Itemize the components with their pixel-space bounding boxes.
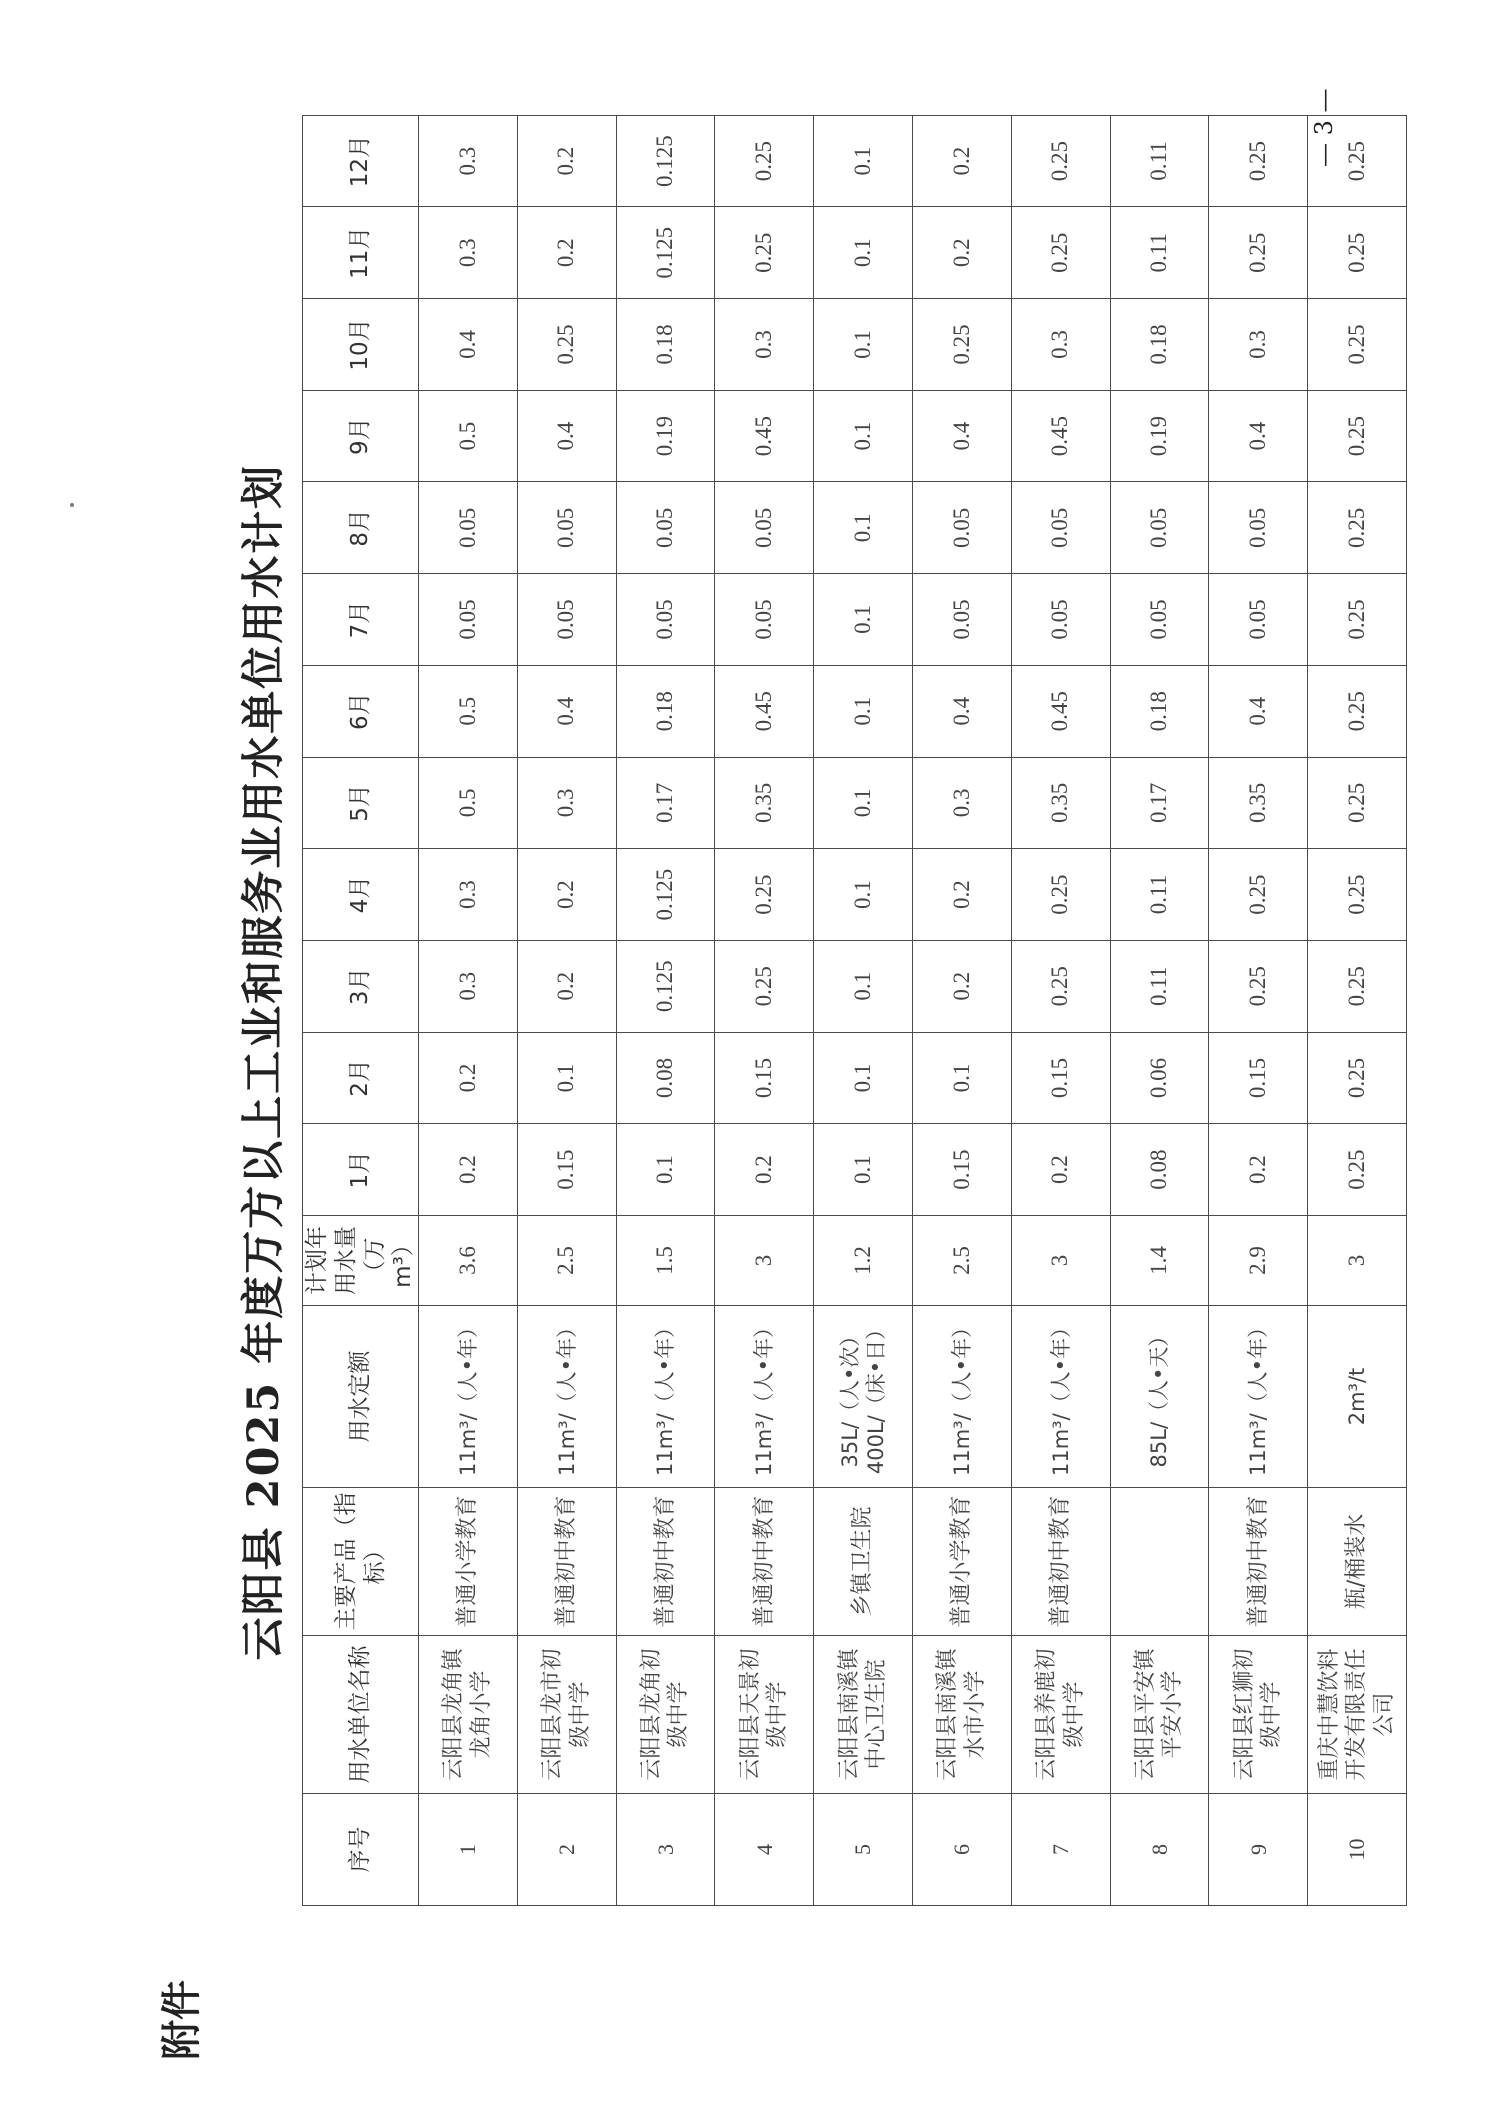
month-value-cell: 0.25 bbox=[1308, 849, 1407, 941]
header-month: 3月 bbox=[303, 940, 419, 1032]
row-seq: 2 bbox=[517, 1794, 616, 1906]
month-value-cell: 0.4 bbox=[517, 665, 616, 757]
month-value-cell: 0.11 bbox=[1110, 115, 1209, 207]
row-seq: 4 bbox=[715, 1794, 814, 1906]
header-month: 11月 bbox=[303, 207, 419, 299]
month-value-cell: 0.3 bbox=[517, 757, 616, 849]
month-value-cell: 0.1 bbox=[814, 757, 913, 849]
month-value-cell: 0.3 bbox=[1011, 299, 1110, 391]
unit-name-cell: 云阳县养鹿初级中学 bbox=[1011, 1636, 1110, 1794]
month-value-cell: 0.17 bbox=[616, 757, 715, 849]
month-value-cell: 0.18 bbox=[616, 299, 715, 391]
month-value-cell: 0.25 bbox=[1308, 757, 1407, 849]
month-value-cell: 0.05 bbox=[1011, 482, 1110, 574]
month-value-cell: 0.05 bbox=[715, 574, 814, 666]
header-month: 7月 bbox=[303, 574, 419, 666]
table-row bbox=[1308, 115, 1407, 1905]
main-product-cell: 普通小学教育 bbox=[419, 1488, 518, 1636]
annual-plan-cell: 2.5 bbox=[912, 1216, 1011, 1306]
month-value-cell: 0.15 bbox=[912, 1124, 1011, 1216]
month-value-cell: 0.25 bbox=[715, 207, 814, 299]
month-value-cell: 0.1 bbox=[814, 1124, 913, 1216]
month-value-cell: 0.15 bbox=[517, 1124, 616, 1216]
month-value-cell: 0.1 bbox=[814, 665, 913, 757]
main-product-cell: 普通初中教育 bbox=[517, 1488, 616, 1636]
month-value-cell: 0.4 bbox=[517, 390, 616, 482]
month-value-cell: 0.125 bbox=[616, 115, 715, 207]
month-value-cell: 0.25 bbox=[1308, 665, 1407, 757]
header-quota: 用水定额 bbox=[303, 1306, 419, 1488]
main-product-cell: 普通初中教育 bbox=[616, 1488, 715, 1636]
month-value-cell: 0.19 bbox=[1110, 390, 1209, 482]
table-body bbox=[419, 115, 1407, 1905]
month-value-cell: 0.3 bbox=[419, 207, 518, 299]
month-value-cell: 0.1 bbox=[814, 207, 913, 299]
unit-name-cell: 重庆中慧饮料开发有限责任公司 bbox=[1308, 1636, 1407, 1794]
unit-name-cell: 云阳县平安镇平安小学 bbox=[1110, 1636, 1209, 1794]
table-row bbox=[912, 115, 1011, 1905]
header-month: 6月 bbox=[303, 665, 419, 757]
table-row bbox=[715, 115, 814, 1905]
month-value-cell: 0.125 bbox=[616, 849, 715, 941]
month-value-cell: 0.25 bbox=[1308, 482, 1407, 574]
month-value-cell: 0.1 bbox=[814, 940, 913, 1032]
month-value-cell: 0.1 bbox=[814, 390, 913, 482]
unit-name-cell: 云阳县龙角初级中学 bbox=[616, 1636, 715, 1794]
month-value-cell: 0.2 bbox=[517, 115, 616, 207]
month-value-cell: 0.25 bbox=[1209, 115, 1308, 207]
row-seq: 6 bbox=[912, 1794, 1011, 1906]
month-value-cell: 0.2 bbox=[912, 849, 1011, 941]
table-row bbox=[1110, 115, 1209, 1905]
quota-cell: 11m³/（人•年） bbox=[517, 1306, 616, 1488]
month-value-cell: 0.08 bbox=[616, 1032, 715, 1124]
quota-cell: 11m³/（人•年） bbox=[419, 1306, 518, 1488]
month-value-cell: 0.45 bbox=[715, 665, 814, 757]
water-plan-table bbox=[302, 115, 1407, 1906]
quota-cell: 11m³/（人•年） bbox=[912, 1306, 1011, 1488]
annual-plan-cell: 1.4 bbox=[1110, 1216, 1209, 1306]
month-value-cell: 0.25 bbox=[1308, 207, 1407, 299]
annual-plan-cell: 3.6 bbox=[419, 1216, 518, 1306]
header-month: 9月 bbox=[303, 390, 419, 482]
month-value-cell: 0.2 bbox=[1011, 1124, 1110, 1216]
scan-speck bbox=[70, 503, 74, 507]
header-month: 1月 bbox=[303, 1124, 419, 1216]
header-unit-name: 用水单位名称 bbox=[303, 1636, 419, 1794]
month-value-cell: 0.08 bbox=[1110, 1124, 1209, 1216]
unit-name-cell: 云阳县南溪镇水市小学 bbox=[912, 1636, 1011, 1794]
month-value-cell: 0.2 bbox=[1209, 1124, 1308, 1216]
month-value-cell: 0.15 bbox=[1011, 1032, 1110, 1124]
unit-name-cell: 云阳县龙角镇龙角小学 bbox=[419, 1636, 518, 1794]
month-value-cell: 0.05 bbox=[912, 482, 1011, 574]
month-value-cell: 0.2 bbox=[517, 207, 616, 299]
month-value-cell: 0.2 bbox=[715, 1124, 814, 1216]
month-value-cell: 0.25 bbox=[912, 299, 1011, 391]
annual-plan-cell: 1.5 bbox=[616, 1216, 715, 1306]
month-value-cell: 0.25 bbox=[1011, 849, 1110, 941]
month-value-cell: 0.1 bbox=[814, 574, 913, 666]
month-value-cell: 0.25 bbox=[1308, 940, 1407, 1032]
unit-name-cell: 云阳县南溪镇中心卫生院 bbox=[814, 1636, 913, 1794]
month-value-cell: 0.25 bbox=[1308, 299, 1407, 391]
month-value-cell: 0.35 bbox=[715, 757, 814, 849]
month-value-cell: 0.17 bbox=[1110, 757, 1209, 849]
month-value-cell: 0.05 bbox=[715, 482, 814, 574]
month-value-cell: 0.5 bbox=[419, 390, 518, 482]
month-value-cell: 0.1 bbox=[517, 1032, 616, 1124]
month-value-cell: 0.25 bbox=[1308, 390, 1407, 482]
quota-cell: 11m³/（人•年） bbox=[1209, 1306, 1308, 1488]
month-value-cell: 0.25 bbox=[1308, 1124, 1407, 1216]
month-value-cell: 0.05 bbox=[1110, 574, 1209, 666]
month-value-cell: 0.05 bbox=[616, 482, 715, 574]
month-value-cell: 0.1 bbox=[814, 115, 913, 207]
quota-cell: 85L/（人•天） bbox=[1110, 1306, 1209, 1488]
header-month: 12月 bbox=[303, 115, 419, 207]
month-value-cell: 0.2 bbox=[912, 207, 1011, 299]
month-value-cell: 0.1 bbox=[912, 1032, 1011, 1124]
header-month: 8月 bbox=[303, 482, 419, 574]
quota-cell: 11m³/（人•年） bbox=[1011, 1306, 1110, 1488]
attachment-label: 附件 bbox=[159, 1980, 205, 2060]
table-row bbox=[517, 115, 616, 1905]
month-value-cell: 0.1 bbox=[814, 849, 913, 941]
row-seq: 3 bbox=[616, 1794, 715, 1906]
header-month: 4月 bbox=[303, 849, 419, 941]
row-seq: 8 bbox=[1110, 1794, 1209, 1906]
month-value-cell: 0.05 bbox=[1209, 482, 1308, 574]
month-value-cell: 0.1 bbox=[616, 1124, 715, 1216]
month-value-cell: 0.25 bbox=[1209, 207, 1308, 299]
table-header-row bbox=[303, 115, 419, 1905]
month-value-cell: 0.25 bbox=[1209, 849, 1308, 941]
month-value-cell: 0.2 bbox=[517, 849, 616, 941]
main-product-cell: 普通小学教育 bbox=[912, 1488, 1011, 1636]
month-value-cell: 0.25 bbox=[517, 299, 616, 391]
month-value-cell: 0.06 bbox=[1110, 1032, 1209, 1124]
month-value-cell: 0.25 bbox=[1011, 207, 1110, 299]
month-value-cell: 0.05 bbox=[517, 482, 616, 574]
month-value-cell: 0.05 bbox=[419, 482, 518, 574]
month-value-cell: 0.3 bbox=[419, 115, 518, 207]
unit-name-cell: 云阳县红狮初级中学 bbox=[1209, 1636, 1308, 1794]
month-value-cell: 0.25 bbox=[715, 849, 814, 941]
month-value-cell: 0.1 bbox=[814, 1032, 913, 1124]
month-value-cell: 0.25 bbox=[1209, 940, 1308, 1032]
month-value-cell: 0.18 bbox=[1110, 299, 1209, 391]
month-value-cell: 0.3 bbox=[715, 299, 814, 391]
header-main-product: 主要产品（指标） bbox=[303, 1488, 419, 1636]
page-number: — 3 — bbox=[1310, 88, 1338, 167]
month-value-cell: 0.45 bbox=[1011, 390, 1110, 482]
month-value-cell: 0.4 bbox=[1209, 665, 1308, 757]
annual-plan-cell: 3 bbox=[1011, 1216, 1110, 1306]
month-value-cell: 0.05 bbox=[1209, 574, 1308, 666]
month-value-cell: 0.11 bbox=[1110, 940, 1209, 1032]
header-month: 10月 bbox=[303, 299, 419, 391]
document-title: 云阳县 2025 年度万方以上工业和服务业用水单位用水计划 bbox=[239, 463, 289, 1661]
row-seq: 5 bbox=[814, 1794, 913, 1906]
month-value-cell: 0.15 bbox=[1209, 1032, 1308, 1124]
month-value-cell: 0.15 bbox=[715, 1032, 814, 1124]
month-value-cell: 0.4 bbox=[912, 665, 1011, 757]
table-row bbox=[1209, 115, 1308, 1905]
month-value-cell: 0.125 bbox=[616, 207, 715, 299]
table-row bbox=[814, 115, 913, 1905]
month-value-cell: 0.19 bbox=[616, 390, 715, 482]
month-value-cell: 0.05 bbox=[419, 574, 518, 666]
row-seq: 1 bbox=[419, 1794, 518, 1906]
annual-plan-cell: 3 bbox=[1308, 1216, 1407, 1306]
month-value-cell: 0.3 bbox=[1209, 299, 1308, 391]
quota-cell: 35L/（人•次）400L/（床•日） bbox=[814, 1306, 913, 1488]
unit-name-cell: 云阳县天景初级中学 bbox=[715, 1636, 814, 1794]
main-product-cell: 普通初中教育 bbox=[715, 1488, 814, 1636]
row-seq: 10 bbox=[1308, 1794, 1407, 1906]
header-annual-plan: 计划年用水量（万m³） bbox=[303, 1216, 419, 1306]
month-value-cell: 0.2 bbox=[517, 940, 616, 1032]
annual-plan-cell: 2.5 bbox=[517, 1216, 616, 1306]
quota-cell: 2m³/t bbox=[1308, 1306, 1407, 1488]
month-value-cell: 0.05 bbox=[912, 574, 1011, 666]
quota-cell: 11m³/（人•年） bbox=[616, 1306, 715, 1488]
month-value-cell: 0.2 bbox=[419, 1124, 518, 1216]
quota-cell: 11m³/（人•年） bbox=[715, 1306, 814, 1488]
table-row bbox=[616, 115, 715, 1905]
month-value-cell: 0.25 bbox=[1308, 1032, 1407, 1124]
month-value-cell: 0.35 bbox=[1209, 757, 1308, 849]
month-value-cell: 0.25 bbox=[715, 940, 814, 1032]
month-value-cell: 0.125 bbox=[616, 940, 715, 1032]
month-value-cell: 0.05 bbox=[1110, 482, 1209, 574]
main-product-cell: 瓶/桶装水 bbox=[1308, 1488, 1407, 1636]
header-month: 2月 bbox=[303, 1032, 419, 1124]
month-value-cell: 0.11 bbox=[1110, 207, 1209, 299]
main-product-cell: 乡镇卫生院 bbox=[814, 1488, 913, 1636]
header-month: 5月 bbox=[303, 757, 419, 849]
annual-plan-cell: 2.9 bbox=[1209, 1216, 1308, 1306]
month-value-cell: 0.3 bbox=[419, 940, 518, 1032]
row-seq: 9 bbox=[1209, 1794, 1308, 1906]
month-value-cell: 0.45 bbox=[1011, 665, 1110, 757]
table-row bbox=[1011, 115, 1110, 1905]
month-value-cell: 0.1 bbox=[814, 299, 913, 391]
month-value-cell: 0.3 bbox=[912, 757, 1011, 849]
month-value-cell: 0.25 bbox=[715, 115, 814, 207]
month-value-cell: 0.18 bbox=[1110, 665, 1209, 757]
month-value-cell: 0.25 bbox=[1011, 940, 1110, 1032]
row-seq: 7 bbox=[1011, 1794, 1110, 1906]
month-value-cell: 0.25 bbox=[1308, 574, 1407, 666]
month-value-cell: 0.2 bbox=[912, 115, 1011, 207]
month-value-cell: 0.4 bbox=[1209, 390, 1308, 482]
month-value-cell: 0.35 bbox=[1011, 757, 1110, 849]
annual-plan-cell: 1.2 bbox=[814, 1216, 913, 1306]
month-value-cell: 0.05 bbox=[616, 574, 715, 666]
month-value-cell: 0.2 bbox=[419, 1032, 518, 1124]
month-value-cell: 0.18 bbox=[616, 665, 715, 757]
month-value-cell: 0.05 bbox=[517, 574, 616, 666]
month-value-cell: 0.11 bbox=[1110, 849, 1209, 941]
unit-name-cell: 云阳县龙市初级中学 bbox=[517, 1636, 616, 1794]
month-value-cell: 0.45 bbox=[715, 390, 814, 482]
table-row bbox=[419, 115, 518, 1905]
month-value-cell: 0.2 bbox=[912, 940, 1011, 1032]
month-value-cell: 0.4 bbox=[912, 390, 1011, 482]
month-value-cell: 0.4 bbox=[419, 299, 518, 391]
month-value-cell: 0.05 bbox=[1011, 574, 1110, 666]
header-seq: 序号 bbox=[303, 1794, 419, 1906]
month-value-cell: 0.25 bbox=[1308, 115, 1407, 207]
month-value-cell: 0.5 bbox=[419, 665, 518, 757]
month-value-cell: 0.1 bbox=[814, 482, 913, 574]
main-product-cell bbox=[1110, 1488, 1209, 1636]
month-value-cell: 0.5 bbox=[419, 757, 518, 849]
annual-plan-cell: 3 bbox=[715, 1216, 814, 1306]
main-product-cell: 普通初中教育 bbox=[1011, 1488, 1110, 1636]
month-value-cell: 0.25 bbox=[1011, 115, 1110, 207]
month-value-cell: 0.3 bbox=[419, 849, 518, 941]
main-product-cell: 普通初中教育 bbox=[1209, 1488, 1308, 1636]
